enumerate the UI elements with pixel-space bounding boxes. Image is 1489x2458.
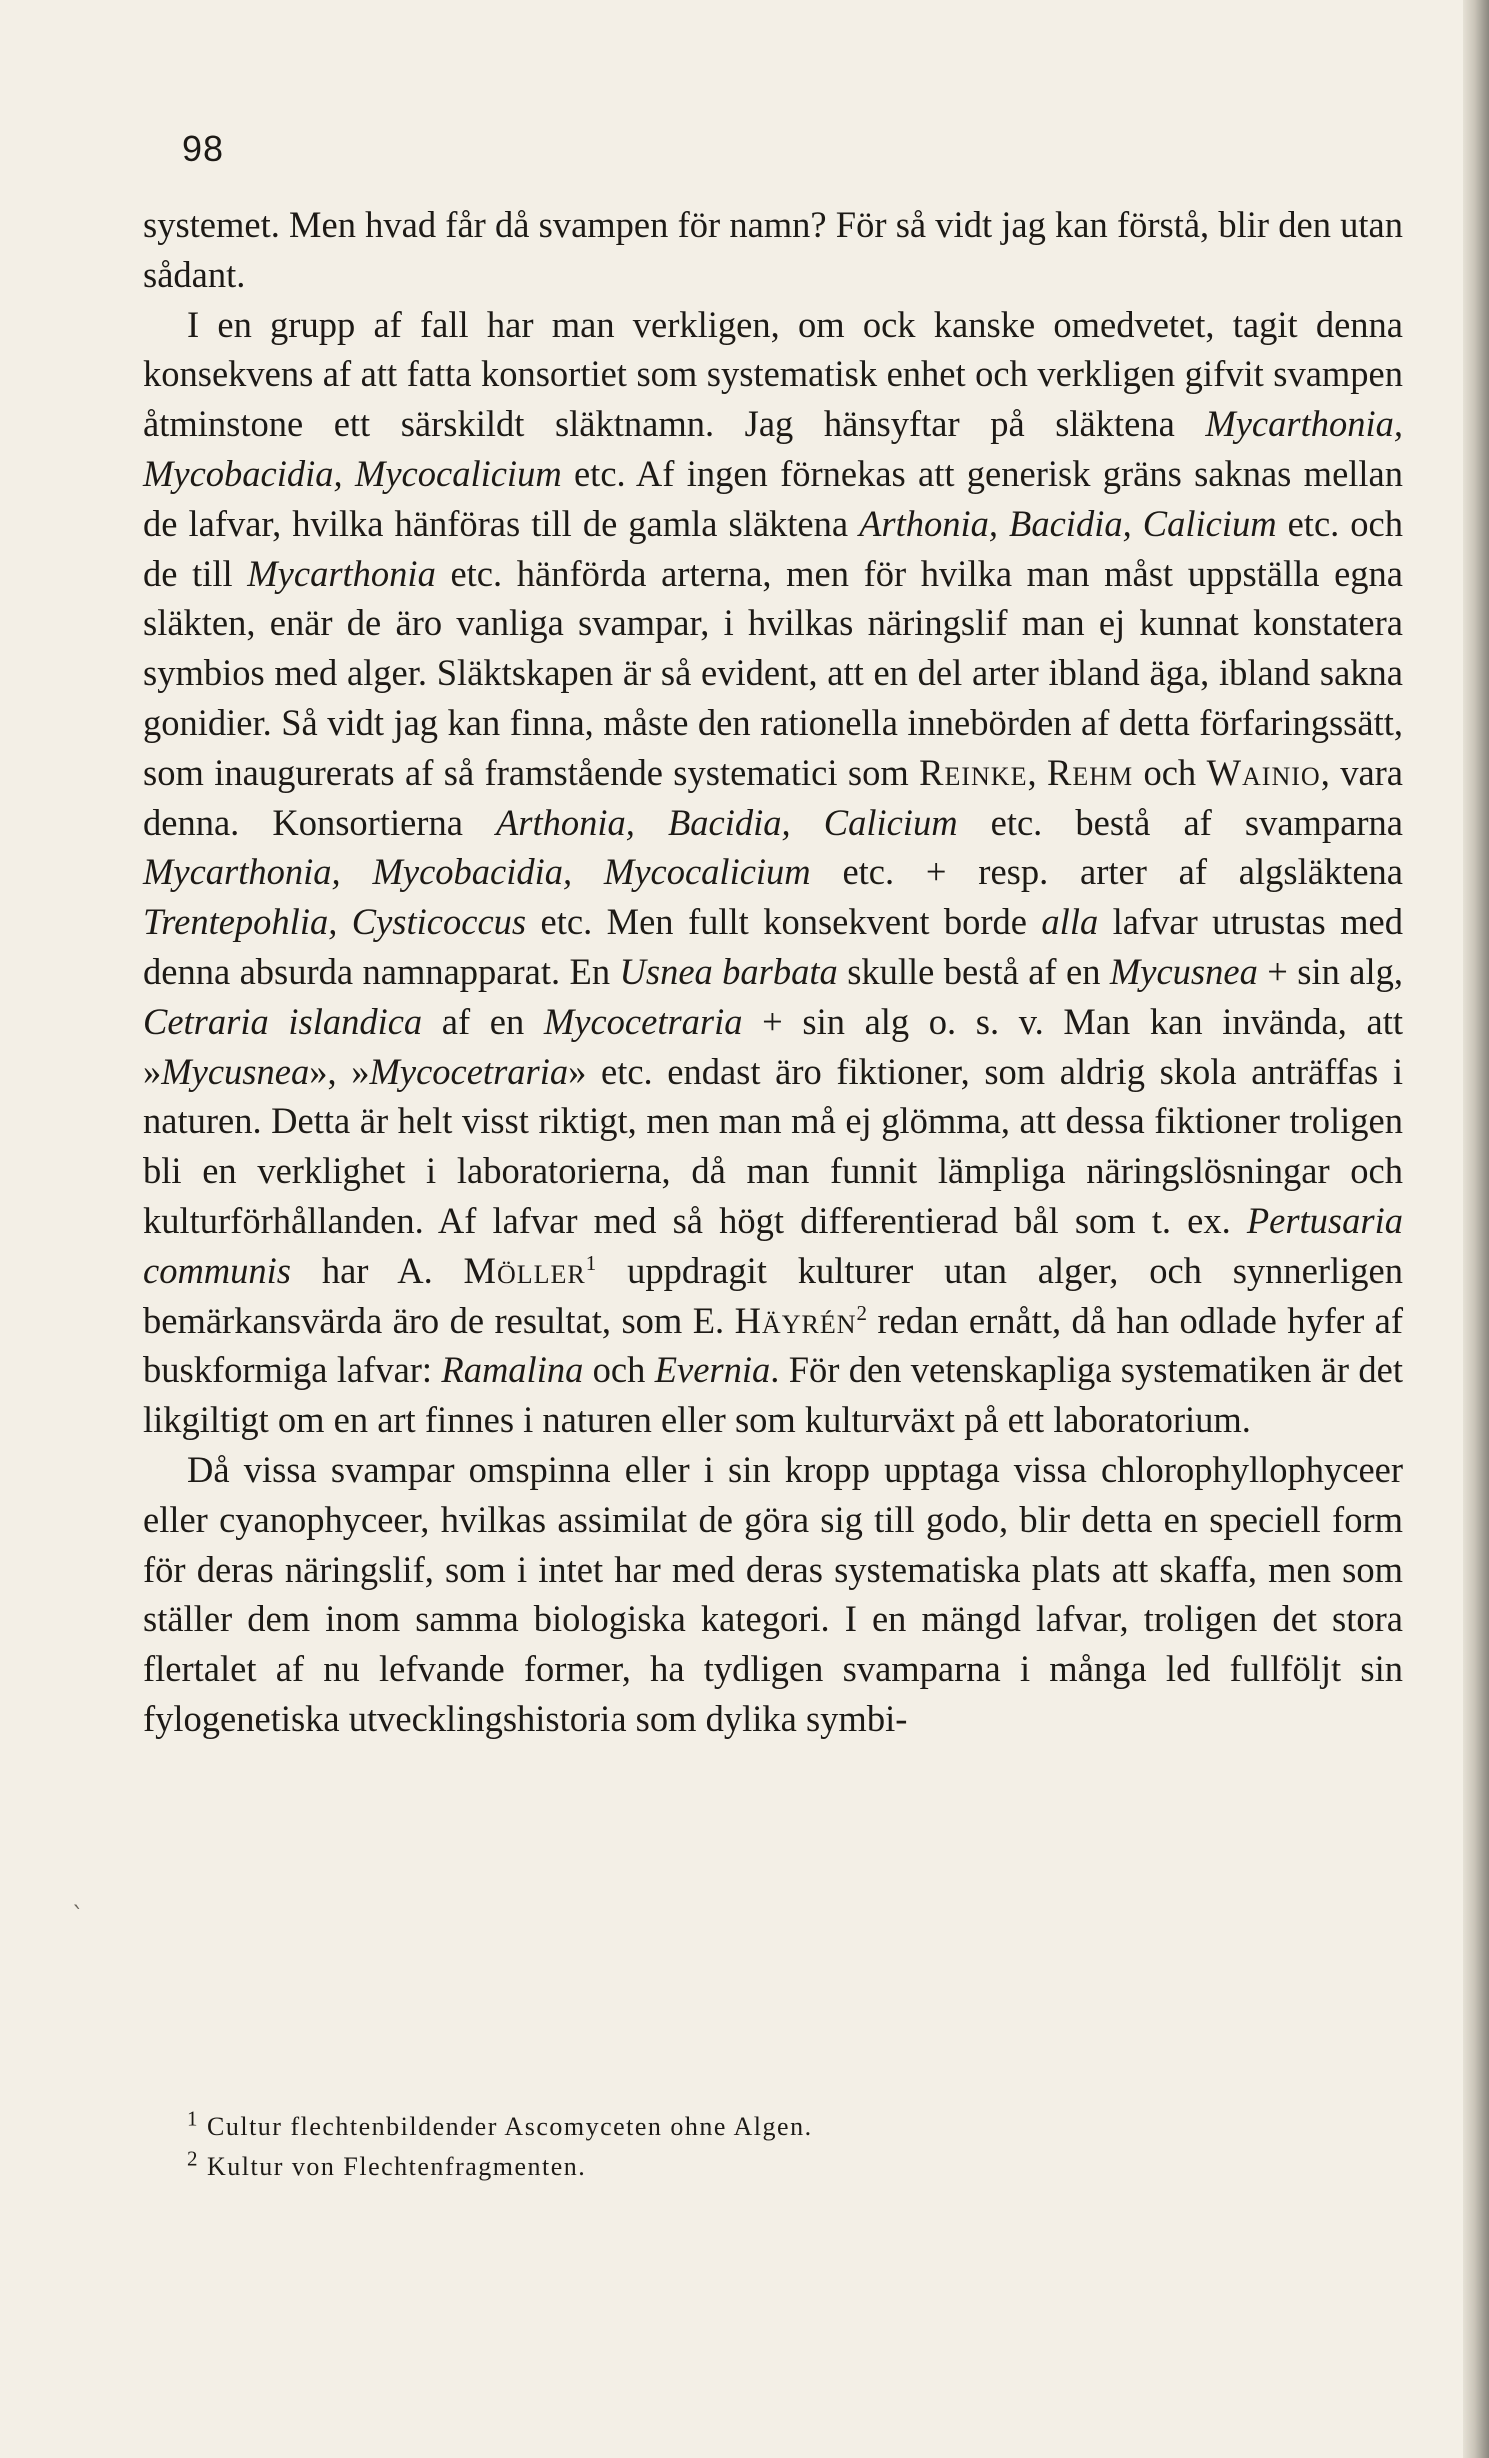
italic-text: Mycocetraria	[369, 1050, 569, 1092]
author-name: Wainio	[1206, 751, 1321, 793]
italic-text: Mycocetraria	[543, 1000, 743, 1042]
italic-text: Mycusnea	[161, 1050, 310, 1092]
footnote	[143, 2107, 1403, 2147]
text-run: etc. och de till	[143, 502, 1403, 594]
body-text	[143, 200, 1403, 1744]
page-edge	[1463, 0, 1489, 2458]
italic-text: Mycarthonia, Mycobacidia, Mycocalicium	[143, 403, 1403, 494]
author-name: Häyrén	[734, 1299, 857, 1341]
author-name: Möller	[463, 1249, 586, 1291]
text-run: lafvar utrustas med denna absurda namnapparat. En	[143, 901, 1403, 992]
footnote-mark: 1	[187, 2106, 199, 2131]
page-number: 98	[182, 128, 225, 169]
text-run: systemet. Men hvad får då svampen för namn? För så vidt jag kan förstå, blir den utan sådant.	[143, 204, 1403, 295]
paragraph	[143, 200, 1403, 300]
footnote	[143, 2147, 1403, 2187]
italic-text: Pertusaria communis	[143, 1199, 1403, 1291]
italic-text: alla	[1041, 901, 1099, 943]
italic-text: Evernia	[654, 1349, 771, 1391]
text-run: etc. + resp. arter af algsläktena	[810, 851, 1403, 893]
text-run: ,	[1027, 751, 1047, 793]
author-name: Rehm	[1046, 751, 1134, 793]
text-run: », »	[309, 1050, 370, 1092]
text-run: redan ernått, då han odlade hyfer af buskformiga lafvar:	[143, 1299, 1403, 1391]
text-run: I en grupp af fall har man verkligen, om ock kanske omedvetet, tagit denna konsekvens af att fatta konsortiet som systematisk enhet och verkligen gifvit svampen åtminstone ett särskildt släktnamn. Jag hänsyftar på släktena	[143, 303, 1403, 445]
text-run: och	[1133, 751, 1207, 793]
italic-text: Usnea barbata	[619, 950, 838, 992]
text-run: etc. Af ingen förnekas att generisk gräns saknas mellan de lafvar, hvilka hänföras till de gamla släktena	[143, 452, 1403, 544]
text-run: . För den vetenskapliga systematiken är det likgiltigt om en art finnes i naturen eller som kulturväxt på ett laboratorium.	[143, 1349, 1403, 1441]
paragraph	[143, 300, 1403, 1445]
footnotes	[143, 2107, 1403, 2187]
text-run: och	[583, 1349, 655, 1391]
author-name: Reinke	[919, 751, 1028, 793]
text-run: + sin alg o. s. v. Man kan invända, att »	[143, 1000, 1403, 1092]
footnote-text: Kultur von Flechtenfragmenten.	[199, 2152, 587, 2181]
text-run: skulle bestå af en	[837, 950, 1110, 992]
italic-text: Mycarthonia, Mycobacidia, Mycocalicium	[143, 851, 811, 893]
footnote-text: Cultur flechtenbildender Ascomyceten ohne Algen.	[199, 2112, 813, 2141]
text-run: af en	[422, 1000, 544, 1042]
text-run: etc. Men fullt konsekvent borde	[526, 901, 1042, 943]
text-run: etc. hänförda arterna, men för hvilka man måst uppställa egna släkten, enär de äro vanliga svampar, i hvilkas näringslif man ej kunnat konstatera symbios med alger. Släktskapen är så evident, att en del arter ibland äga, ibland sakna gonidier. Så vidt jag kan finna, måste den rationella innebörden af detta förfaringssätt, som inaugurerats af så framstående systematici som	[143, 552, 1403, 793]
text-run: Då vissa svampar omspinna eller i sin kropp upptaga vissa chlorophyllophyceer eller cyanophyceer, hvilkas assimilat de göra sig till godo, blir detta en speciell form för deras näringslif, som i intet har med deras systematiska plats att skaffa, men som ställer dem inom samma biologiska kategori. I en mängd lafvar, troligen det stora flertalet af nu lefvande former, ha tydligen svamparna i många led fullföljt sin fylogenetiska utvecklingshistoria som dylika symbi-	[143, 1448, 1403, 1739]
italic-text: Arthonia, Bacidia, Calicium	[859, 502, 1277, 544]
text-run: » etc. endast äro fiktioner, som aldrig skola anträffas i naturen. Detta är helt visst riktigt, men man må ej glömma, att dessa fiktioner troligen bli en verklighet i laboratorierna, då man funnit lämpliga näringslösningar och kulturförhållanden. Af lafvar med så högt differentierad bål som t. ex.	[143, 1050, 1403, 1241]
text-run: + sin alg,	[1257, 950, 1403, 992]
italic-text: Arthonia, Bacidia, Calicium	[496, 801, 958, 843]
text-run: har A.	[291, 1249, 464, 1291]
footnote-mark: 2	[187, 2146, 199, 2171]
text-run: etc. bestå af svamparna	[957, 801, 1404, 843]
margin-mark: `	[72, 1902, 84, 1930]
italic-text: Trentepohlia, Cysticoccus	[143, 901, 527, 943]
footnote-ref: 2	[856, 1300, 867, 1325]
text-run: uppdragit kulturer utan alger, och synnerligen bemärkansvärda äro de resultat, som E.	[143, 1249, 1403, 1341]
italic-text: Cetraria islandica	[143, 1000, 423, 1042]
italic-text: Ramalina	[441, 1349, 584, 1391]
italic-text: Mycarthonia	[247, 552, 436, 594]
italic-text: Mycusnea	[1109, 950, 1258, 992]
text-run: , vara denna. Konsortierna	[143, 751, 1404, 843]
footnote-ref: 1	[585, 1250, 597, 1275]
paragraph	[143, 1445, 1403, 1744]
